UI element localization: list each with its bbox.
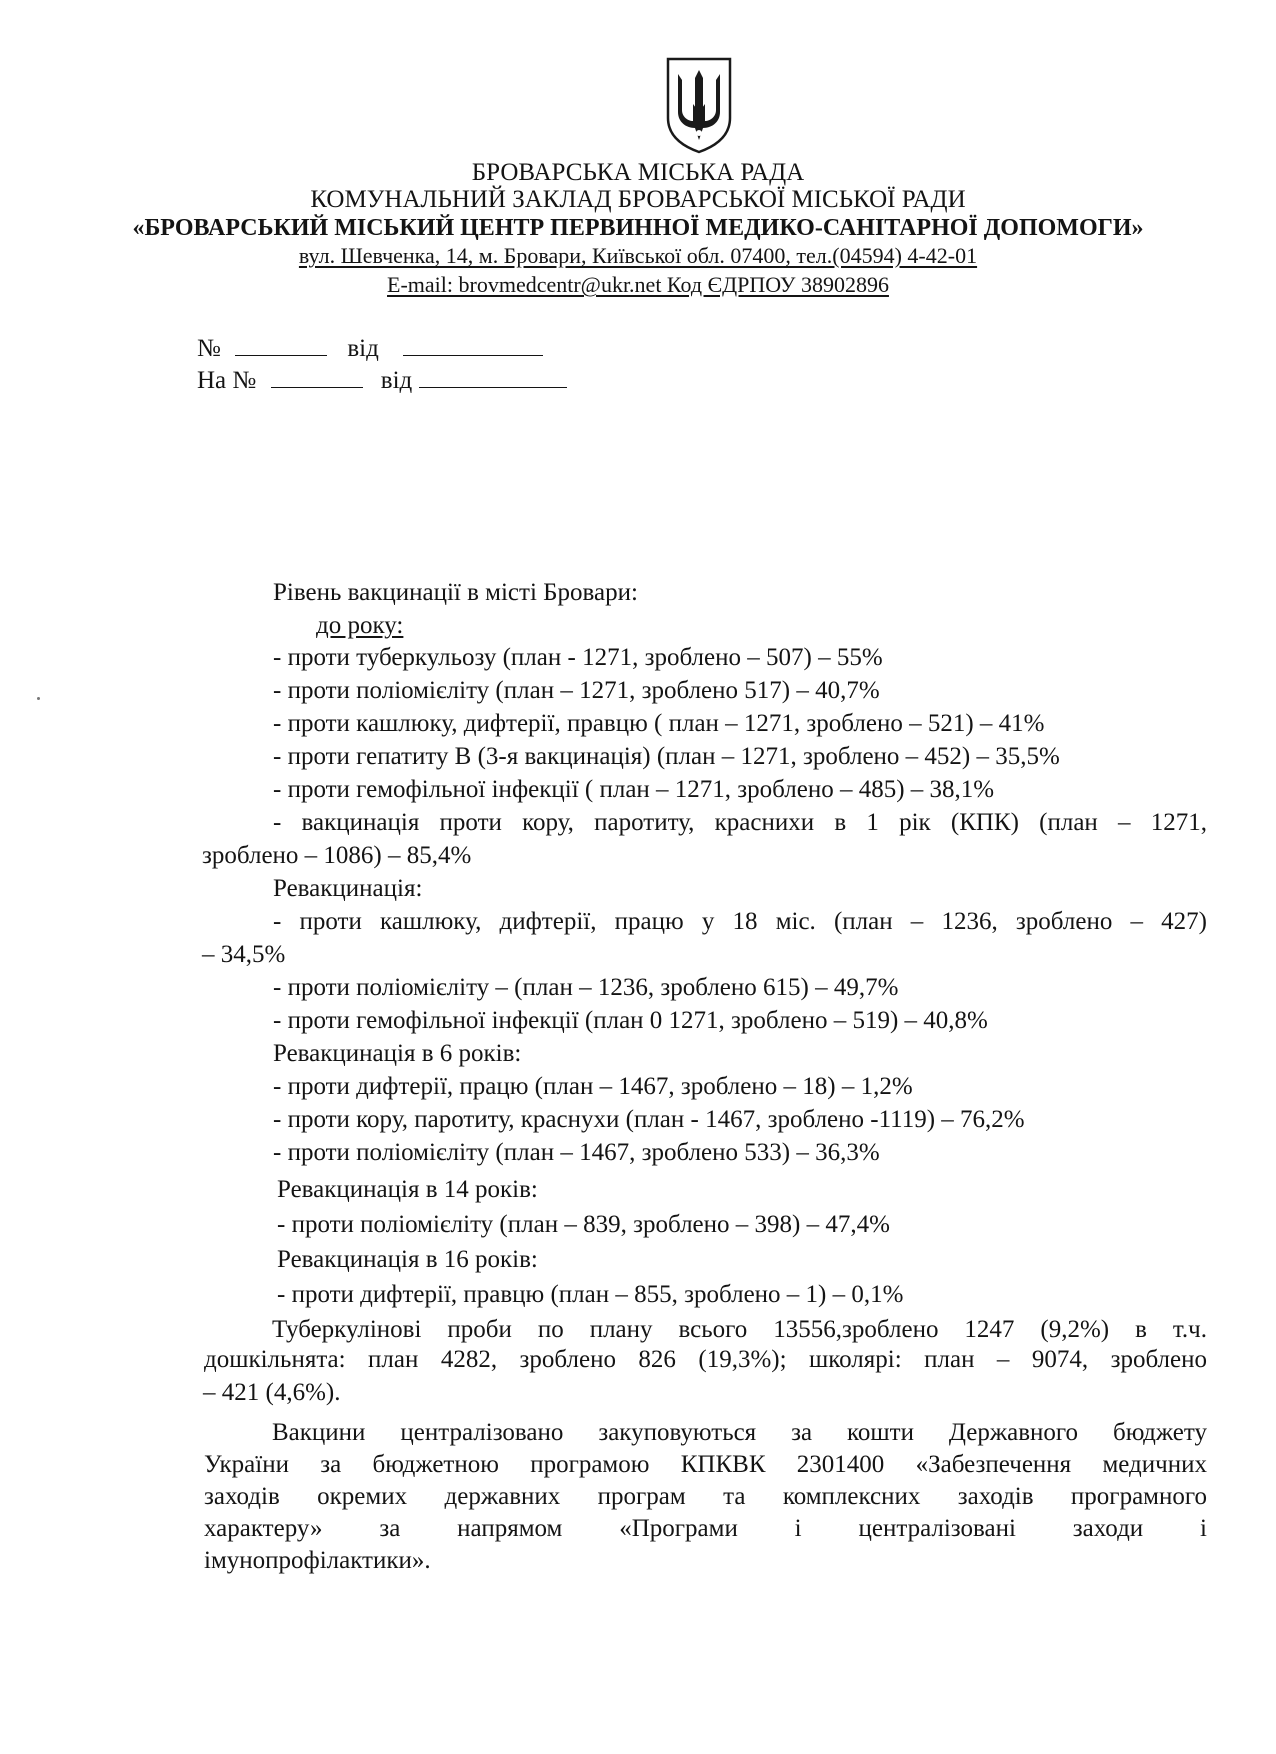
vaccine-funding-paragraph-line: заходів окремих державних програм та комплексних заходів програмного bbox=[204, 1483, 1207, 1510]
on-date-label: від bbox=[380, 367, 413, 394]
scan-speck bbox=[37, 697, 40, 700]
address-line: вул. Шевченка, 14, м. Бровари, Київської обл. 07400, тел.(04594) 4-42-01 bbox=[298, 243, 978, 268]
vaccine-funding-paragraph-line: характеру» за напрямом «Програми і централізовані заходи і bbox=[204, 1515, 1207, 1542]
vaccine-funding-paragraph-line: імунопрофілактики». bbox=[204, 1547, 431, 1574]
tuberculin-paragraph-line: Туберкулінові проби по плану всього 13556,зроблено 1247 (9,2%) в т.ч. bbox=[272, 1316, 1207, 1343]
email-code-line: E-mail: brovmedcentr@ukr.net Код ЄДРПОУ 38902896 bbox=[387, 272, 889, 297]
outgoing-number-row bbox=[197, 333, 543, 363]
number-label: № bbox=[197, 335, 221, 362]
city-council-heading: БРОВАРСЬКА МІСЬКА РАДА bbox=[471, 159, 805, 186]
list-item: - проти кашлюку, дифтерії, правцю ( план – 1271, зроблено – 521) – 41% bbox=[273, 710, 1045, 737]
list-item: - проти дифтерії, правцю (план – 855, зроблено – 1) – 0,1% bbox=[277, 1281, 904, 1308]
vaccine-funding-paragraph-line: Вакцини централізовано закуповуються за кошти Державного бюджету bbox=[272, 1419, 1207, 1446]
list-item: - проти кору, паротиту, краснухи (план - 1467, зроблено -1119) – 76,2% bbox=[273, 1106, 1025, 1133]
vaccine-funding-paragraph-line: України за бюджетною програмою КПКВК 2301400 «Забезпечення медичних bbox=[204, 1451, 1207, 1478]
center-name-heading: «БРОВАРСЬКИЙ МІСЬКИЙ ЦЕНТР ПЕРВИННОЇ МЕДИКО-САНІТАРНОЇ ДОПОМОГИ» bbox=[132, 215, 1144, 241]
tuberculin-paragraph-line: дошкільнята: план 4282, зроблено 826 (19,3%); школярі: план – 9074, зроблено bbox=[204, 1346, 1207, 1373]
revaccination-16-heading: Ревакцинація в 16 років: bbox=[277, 1246, 538, 1273]
list-item-continuation: зроблено – 1086) – 85,4% bbox=[202, 842, 472, 869]
list-item: - проти гепатиту В (3-я вакцинація) (план – 1271, зроблено – 452) – 35,5% bbox=[273, 743, 1060, 770]
tuberculin-paragraph-line: – 421 (4,6%). bbox=[203, 1379, 341, 1406]
list-item: - вакцинація проти кору, паротиту, краснихи в 1 рік (КПК) (план – 1271, bbox=[273, 809, 1207, 836]
list-item: - проти поліомієліту – (план – 1236, зроблено 615) – 49,7% bbox=[273, 974, 899, 1001]
date-blank bbox=[403, 333, 543, 356]
on-number-label: На № bbox=[197, 367, 257, 394]
list-item: - проти поліомієліту (план – 1271, зроблено 517) – 40,7% bbox=[273, 677, 880, 704]
trident-coat-of-arms-icon bbox=[664, 56, 734, 154]
under-one-year-subheading: до року: bbox=[316, 612, 404, 639]
report-title: Рівень вакцинації в місті Бровари: bbox=[273, 579, 638, 606]
revaccination-6-heading: Ревакцинація в 6 років: bbox=[273, 1040, 522, 1067]
revaccination-14-heading: Ревакцинація в 14 років: bbox=[277, 1176, 538, 1203]
institution-heading: КОМУНАЛЬНИЙ ЗАКЛАД БРОВАРСЬКОЇ МІСЬКОЇ РАДИ bbox=[310, 186, 966, 213]
on-number-blank bbox=[271, 365, 363, 388]
incoming-number-row bbox=[197, 365, 567, 395]
list-item: - проти гемофільної інфекції ( план – 1271, зроблено – 485) – 38,1% bbox=[273, 776, 995, 803]
list-item: - проти кашлюку, дифтерії, працю у 18 міс. (план – 1236, зроблено – 427) bbox=[273, 908, 1207, 935]
list-item-continuation: – 34,5% bbox=[202, 941, 286, 968]
date-label: від bbox=[347, 335, 379, 362]
list-item: - проти дифтерії, працю (план – 1467, зроблено – 18) – 1,2% bbox=[273, 1073, 913, 1100]
list-item: - проти поліомієліту (план – 839, зроблено – 398) – 47,4% bbox=[277, 1211, 890, 1238]
list-item: - проти гемофільної інфекції (план 0 1271, зроблено – 519) – 40,8% bbox=[273, 1007, 988, 1034]
list-item: - проти туберкульозу (план - 1271, зроблено – 507) – 55% bbox=[273, 644, 883, 671]
revaccination-heading: Ревакцинація: bbox=[273, 875, 423, 902]
number-blank bbox=[235, 333, 327, 356]
list-item: - проти поліомієліту (план – 1467, зроблено 533) – 36,3% bbox=[273, 1139, 880, 1166]
on-date-blank bbox=[419, 365, 567, 388]
